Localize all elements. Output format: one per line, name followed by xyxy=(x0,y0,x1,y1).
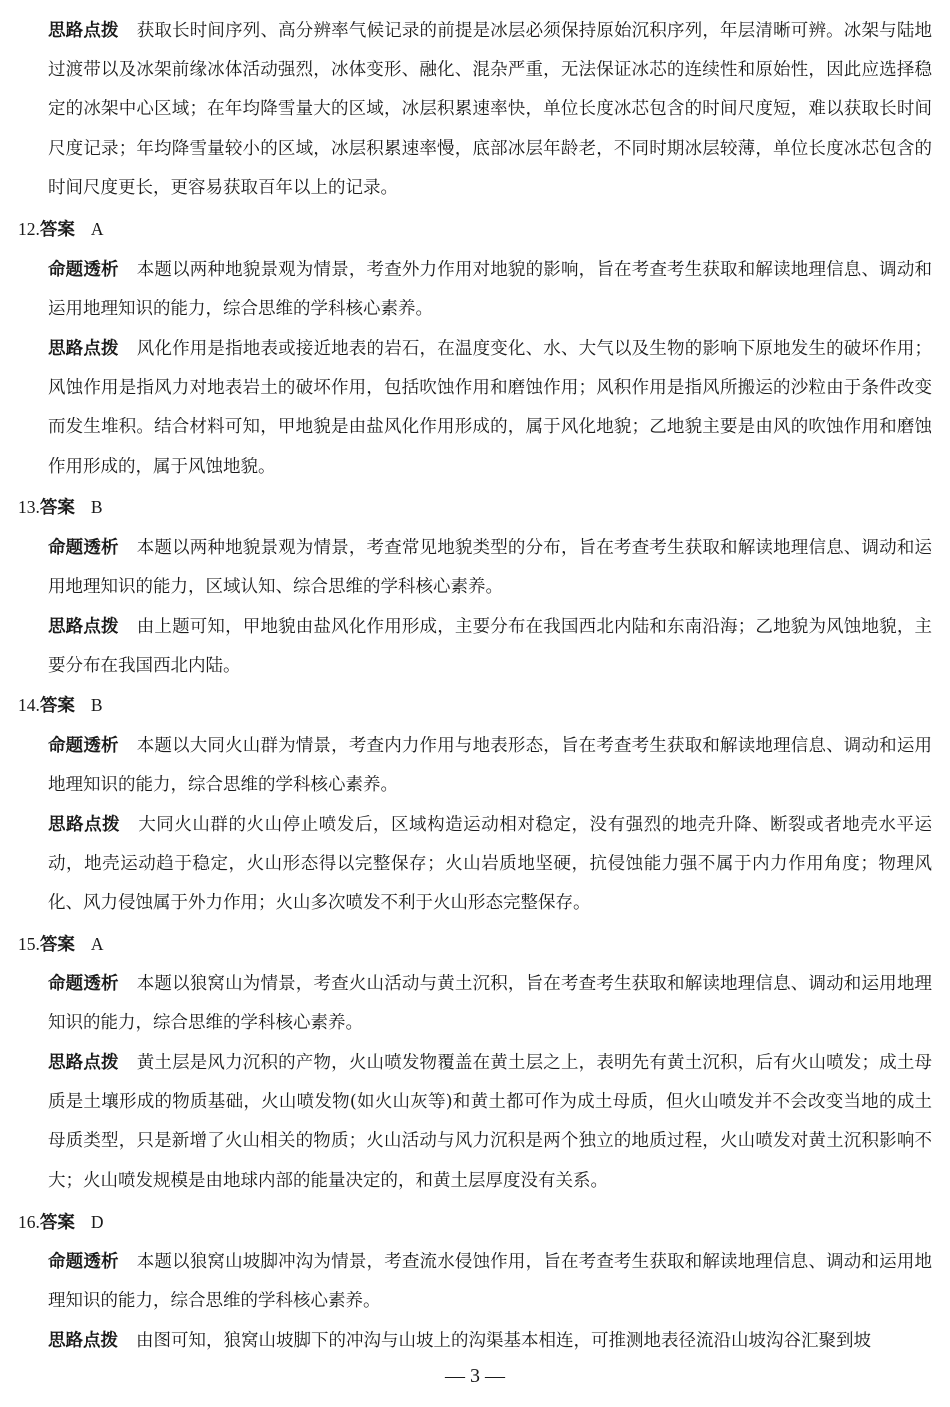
intro-hint-text: 获取长时间序列、高分辨率气候记录的前提是冰层必须保持原始沉积序列，年层清晰可辨。冰架与陆地过渡带以及冰架前缘冰体活动强烈，冰体变形、融化、混杂严重，无法保证冰芯的连续性和原始性，因此应选择稳定的冰架中心区域；在年均降雪量大的区域，冰层积累速率快，单位长度冰芯包含的时间尺度短，难以获取长时间尺度记录；年均降雪量较小的区域，冰层积累速率慢，底部冰层年龄老，不同时期冰层较薄，单位长度冰芯包含的时间尺度更长，更容易获取百年以上的记录。 xyxy=(48,21,933,198)
q16-hint xyxy=(48,1322,932,1361)
q16-hint-label: 思路点拨 xyxy=(48,1331,118,1351)
q12-number: 12. xyxy=(18,219,40,239)
q13-analysis xyxy=(48,529,932,607)
q12-hint xyxy=(48,330,932,487)
q16-analysis-label: 命题透析 xyxy=(48,1252,119,1272)
q14-hint xyxy=(48,806,932,924)
q14-hint-label: 思路点拨 xyxy=(48,815,121,835)
q13-answer xyxy=(18,488,103,528)
q12-analysis-label: 命题透析 xyxy=(48,260,119,280)
q16-answer-letter: D xyxy=(90,1212,104,1232)
q15-analysis-label: 命题透析 xyxy=(48,974,119,994)
q13-hint-text: 由上题可知，甲地貌由盐风化作用形成，主要分布在我国西北内陆和东南沿海；乙地貌为风蚀地貌，主要分布在我国西北内陆。 xyxy=(48,617,933,677)
q14-analysis-text: 本题以大同火山群为情景，考查内力作用与地表形态，旨在考查考生获取和解读地理信息、调动和运用地理知识的能力，综合思维的学科核心素养。 xyxy=(48,736,933,796)
q13-hint xyxy=(48,608,932,686)
q12-answer xyxy=(18,210,104,250)
q12-hint-label: 思路点拨 xyxy=(48,339,119,359)
q13-answer-label: 答案 xyxy=(39,498,75,518)
q15-hint xyxy=(48,1044,932,1201)
q14-analysis xyxy=(48,727,932,805)
q13-number: 13. xyxy=(18,497,40,517)
q16-hint-text: 由图可知，狼窝山坡脚下的冲沟与山坡上的沟渠基本相连，可推测地表径流沿山坡沟谷汇聚到坡 xyxy=(136,1331,871,1351)
intro-hint-label: 思路点拨 xyxy=(48,21,119,41)
q13-analysis-text: 本题以两种地貌景观为情景，考查常见地貌类型的分布，旨在考查考生获取和解读地理信息、调动和运用地理知识的能力，区域认知、综合思维的学科核心素养。 xyxy=(48,538,933,598)
page-number: — 3 — xyxy=(445,1365,505,1387)
q16-number: 16. xyxy=(18,1212,40,1232)
q15-number: 15. xyxy=(18,934,40,954)
q15-hint-label: 思路点拨 xyxy=(48,1053,119,1073)
q13-answer-letter: B xyxy=(90,497,103,517)
q16-answer-label: 答案 xyxy=(39,1213,75,1233)
q16-analysis xyxy=(48,1243,932,1321)
q16-answer xyxy=(18,1203,104,1243)
q14-number: 14. xyxy=(18,695,40,715)
q14-answer-label: 答案 xyxy=(39,696,75,716)
q15-analysis-text: 本题以狼窝山为情景，考查火山活动与黄土沉积，旨在考查考生获取和解读地理信息、调动和运用地理知识的能力，综合思维的学科核心素养。 xyxy=(48,974,933,1034)
q15-hint-text: 黄土层是风力沉积的产物，火山喷发物覆盖在黄土层之上，表明先有黄土沉积，后有火山喷发；成土母质是土壤形成的物质基础，火山喷发物(如火山灰等)和黄土都可作为成土母质，但火山喷发并不会改变当地的成土母质类型，只是新增了火山相关的物质；火山活动与风力沉积是两个独立的地质过程，火山喷发对黄土沉积影响不大；火山喷发规模是由地球内部的能量决定的，和黄土层厚度没有关系。 xyxy=(48,1053,933,1191)
q12-answer-label: 答案 xyxy=(39,220,75,240)
q14-analysis-label: 命题透析 xyxy=(48,736,119,756)
q12-hint-text: 风化作用是指地表或接近地表的岩石，在温度变化、水、大气以及生物的影响下原地发生的破坏作用；风蚀作用是指风力对地表岩土的破坏作用，包括吹蚀作用和磨蚀作用；风积作用是指风所搬运的沙粒由于条件改变而发生堆积。结合材料可知，甲地貌是由盐风化作用形成的，属于风化地貌；乙地貌主要是由风的吹蚀作用和磨蚀作用形成的，属于风蚀地貌。 xyxy=(48,339,933,477)
q12-answer-letter: A xyxy=(90,219,104,239)
q12-analysis-text: 本题以两种地貌景观为情景，考查外力作用对地貌的影响，旨在考查考生获取和解读地理信息、调动和运用地理知识的能力，综合思维的学科核心素养。 xyxy=(48,260,933,320)
q15-answer-letter: A xyxy=(90,934,104,954)
q15-analysis xyxy=(48,965,932,1043)
q12-analysis xyxy=(48,251,932,329)
q14-answer-letter: B xyxy=(90,695,103,715)
q15-answer-label: 答案 xyxy=(39,935,75,955)
q13-hint-label: 思路点拨 xyxy=(48,617,119,637)
q16-analysis-text: 本题以狼窝山坡脚冲沟为情景，考查流水侵蚀作用，旨在考查考生获取和解读地理信息、调动和运用地理知识的能力，综合思维的学科核心素养。 xyxy=(48,1252,933,1312)
q14-answer xyxy=(18,686,103,726)
intro-hint xyxy=(48,12,932,208)
q15-answer xyxy=(18,925,104,965)
q13-analysis-label: 命题透析 xyxy=(48,538,119,558)
q14-hint-text: 大同火山群的火山停止喷发后，区域构造运动相对稳定，没有强烈的地壳升降、断裂或者地壳水平运动，地壳运动趋于稳定，火山形态得以完整保存；火山岩质地坚硬，抗侵蚀能力强不属于内力作用角度；物理风化、风力侵蚀属于外力作用；火山多次喷发不利于火山形态完整保存。 xyxy=(48,815,933,914)
